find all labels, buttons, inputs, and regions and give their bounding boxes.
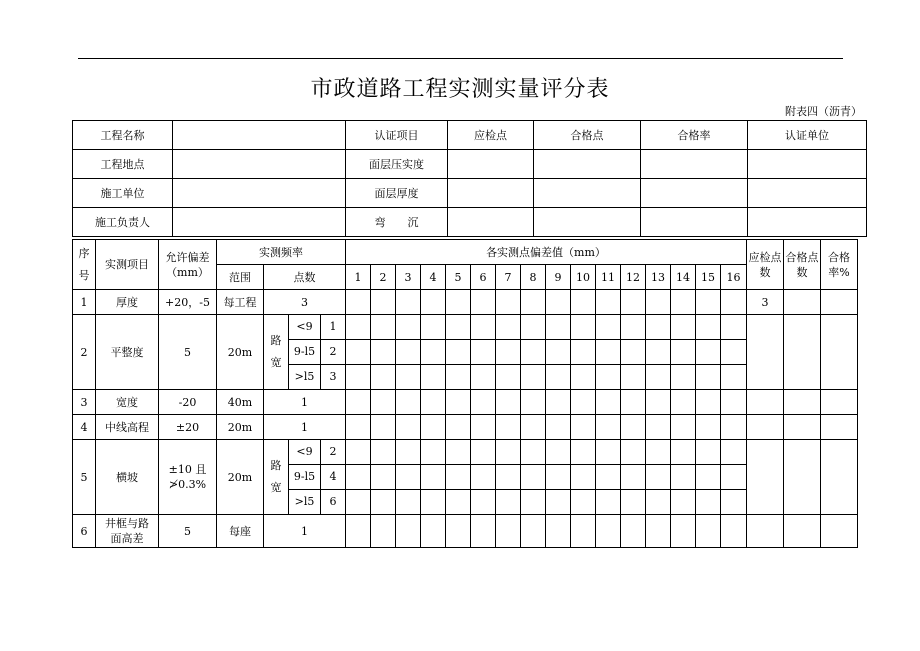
deviation-cell[interactable]: [646, 290, 671, 315]
deviation-cell[interactable]: [571, 390, 596, 415]
table-row: [73, 440, 858, 465]
deviation-cell[interactable]: [421, 515, 446, 548]
deviation-cell[interactable]: [696, 415, 721, 440]
col-header: 8: [521, 265, 546, 290]
row-required[interactable]: [747, 415, 784, 440]
row-rate[interactable]: [821, 440, 858, 515]
deviation-cell[interactable]: [421, 440, 446, 465]
deviation-cell[interactable]: [646, 365, 671, 390]
road-width-label: 路 宽: [264, 315, 289, 390]
col-header: 16: [721, 265, 747, 290]
deviation-cell[interactable]: [571, 490, 596, 515]
deviation-cell[interactable]: [596, 440, 621, 465]
header-required: 应检点数: [747, 240, 784, 290]
deviation-cell[interactable]: [496, 465, 521, 490]
deviation-cell[interactable]: [621, 465, 646, 490]
col-header: 5: [446, 265, 471, 290]
deviation-cell[interactable]: [596, 365, 621, 390]
row-range: 40m: [217, 390, 264, 415]
deviation-cell[interactable]: [496, 490, 521, 515]
row-required[interactable]: [747, 315, 784, 390]
deviation-cell[interactable]: [421, 415, 446, 440]
deviation-cell[interactable]: [671, 390, 696, 415]
row-range: 20m: [217, 315, 264, 390]
header-range: 范围: [217, 265, 264, 290]
deviation-cell[interactable]: [571, 515, 596, 548]
row-seq: 5: [73, 440, 96, 515]
deviation-cell[interactable]: [646, 390, 671, 415]
deviation-cell[interactable]: [346, 315, 371, 340]
deviation-cell[interactable]: [446, 365, 471, 390]
row-rate[interactable]: [821, 390, 858, 415]
deviation-cell[interactable]: [671, 415, 696, 440]
deflection-rate-cell[interactable]: [641, 208, 748, 237]
points-required-label: 应检点: [448, 121, 534, 150]
deviation-cell[interactable]: [646, 415, 671, 440]
deviation-cell[interactable]: [721, 390, 747, 415]
deviation-cell[interactable]: [371, 515, 396, 548]
row-passed[interactable]: [784, 415, 821, 440]
deviation-cell[interactable]: [696, 490, 721, 515]
cert-item-label: 认证项目: [346, 121, 448, 150]
deviation-cell[interactable]: [496, 515, 521, 548]
deviation-cell[interactable]: [696, 365, 721, 390]
row-seq: 1: [73, 290, 96, 315]
deviation-cell[interactable]: [421, 490, 446, 515]
deviation-cell[interactable]: [371, 365, 396, 390]
row-tolerance: ±10 且 ≯0.3%: [159, 440, 217, 515]
header-seq: 序号: [73, 240, 96, 290]
col-header: 6: [471, 265, 496, 290]
construction-unit-label: 施工单位: [73, 179, 173, 208]
deviation-cell[interactable]: [571, 440, 596, 465]
row-item: 横坡: [96, 440, 159, 515]
compaction-rate-cell[interactable]: [641, 150, 748, 179]
deviation-cell[interactable]: [646, 465, 671, 490]
header-rule: [78, 58, 843, 59]
deflection-label: 弯 沉: [346, 208, 448, 237]
deviation-cell[interactable]: [371, 440, 396, 465]
header-rate: 合格率%: [821, 240, 858, 290]
col-header: 1: [346, 265, 371, 290]
deviation-cell[interactable]: [571, 465, 596, 490]
table-row: [73, 415, 858, 440]
deviation-cell[interactable]: [571, 415, 596, 440]
deviation-cell[interactable]: [421, 340, 446, 365]
deviation-cell[interactable]: [621, 415, 646, 440]
deviation-cell[interactable]: [446, 440, 471, 465]
deviation-cell[interactable]: [446, 415, 471, 440]
deviation-cell[interactable]: [496, 415, 521, 440]
row-passed[interactable]: [784, 315, 821, 390]
measurement-table: [72, 239, 858, 548]
deviation-cell[interactable]: [471, 490, 496, 515]
deviation-cell[interactable]: [696, 390, 721, 415]
row-tolerance: ±20: [159, 415, 217, 440]
deviation-cell[interactable]: [646, 515, 671, 548]
row-points: 3: [264, 290, 346, 315]
deviation-cell[interactable]: [496, 365, 521, 390]
sub-width-points: 9-l5 4: [289, 465, 346, 490]
row-tolerance: -20: [159, 390, 217, 415]
deviation-cell[interactable]: [571, 315, 596, 340]
deviation-cell[interactable]: [471, 465, 496, 490]
sub-width-points: 9-l5 2: [289, 340, 346, 365]
table-row: [73, 515, 858, 548]
deviation-cell[interactable]: [496, 290, 521, 315]
project-name-field[interactable]: [173, 121, 346, 150]
deviation-cell[interactable]: [471, 340, 496, 365]
row-required: 3: [747, 290, 784, 315]
deviation-cell[interactable]: [546, 465, 571, 490]
deviation-cell[interactable]: [546, 415, 571, 440]
deviation-cell[interactable]: [621, 365, 646, 390]
row-item: 井框与路 面高差: [96, 515, 159, 548]
deviation-cell[interactable]: [396, 365, 421, 390]
construction-manager-label: 施工负责人: [73, 208, 173, 237]
row-item: 平整度: [96, 315, 159, 390]
deviation-cell[interactable]: [396, 465, 421, 490]
deviation-cell[interactable]: [721, 490, 747, 515]
deviation-cell[interactable]: [546, 490, 571, 515]
header-tolerance: 允许偏差 （mm）: [159, 240, 217, 290]
row-rate[interactable]: [821, 415, 858, 440]
deviation-cell[interactable]: [671, 515, 696, 548]
row-range: 每座: [217, 515, 264, 548]
deviation-cell[interactable]: [596, 465, 621, 490]
deviation-cell[interactable]: [371, 390, 396, 415]
deviation-cell[interactable]: [396, 490, 421, 515]
deviation-cell[interactable]: [646, 315, 671, 340]
page-title: 市政道路工程实测实量评分表: [310, 77, 610, 102]
deviation-cell[interactable]: [421, 390, 446, 415]
deviation-cell[interactable]: [446, 315, 471, 340]
col-header: 3: [396, 265, 421, 290]
col-header: 14: [671, 265, 696, 290]
deviation-cell[interactable]: [521, 415, 546, 440]
deviation-cell[interactable]: [346, 515, 371, 548]
deviation-cell[interactable]: [521, 290, 546, 315]
header-frequency: 实测频率: [217, 240, 346, 265]
row-rate[interactable]: [821, 315, 858, 390]
deviation-cell[interactable]: [446, 465, 471, 490]
deviation-cell[interactable]: [471, 515, 496, 548]
deviation-cell[interactable]: [521, 340, 546, 365]
deviation-cell[interactable]: [596, 415, 621, 440]
deviation-cell[interactable]: [446, 290, 471, 315]
deviation-cell[interactable]: [571, 290, 596, 315]
row-range: 每工程: [217, 290, 264, 315]
deviation-cell[interactable]: [521, 465, 546, 490]
deviation-cell[interactable]: [621, 515, 646, 548]
row-item: 中线高程: [96, 415, 159, 440]
deviation-cell[interactable]: [471, 290, 496, 315]
col-header: 2: [371, 265, 396, 290]
appendix-label: 附表四（沥青）: [785, 105, 862, 118]
cert-unit-field[interactable]: [748, 150, 867, 179]
deviation-cell[interactable]: [521, 390, 546, 415]
row-points: 1: [264, 415, 346, 440]
deviation-cell[interactable]: [596, 340, 621, 365]
deviation-cell[interactable]: [621, 315, 646, 340]
deviation-cell[interactable]: [346, 365, 371, 390]
deviation-cell[interactable]: [546, 440, 571, 465]
project-location-field[interactable]: [173, 150, 346, 179]
row-rate[interactable]: [821, 290, 858, 315]
deviation-cell[interactable]: [671, 440, 696, 465]
surface-compaction-label: 面层压实度: [346, 150, 448, 179]
deviation-cell[interactable]: [471, 390, 496, 415]
deviation-cell[interactable]: [671, 290, 696, 315]
header-item: 实测项目: [96, 240, 159, 290]
deviation-cell[interactable]: [371, 490, 396, 515]
cert-unit-label: 认证单位: [748, 121, 867, 150]
sub-width-points: >l5 3: [289, 365, 346, 390]
deviation-cell[interactable]: [346, 490, 371, 515]
deviation-cell[interactable]: [346, 440, 371, 465]
deviation-cell[interactable]: [596, 315, 621, 340]
deviation-cell[interactable]: [546, 365, 571, 390]
deviation-cell[interactable]: [521, 365, 546, 390]
deviation-cell[interactable]: [546, 315, 571, 340]
row-required[interactable]: [747, 440, 784, 515]
deviation-cell[interactable]: [621, 340, 646, 365]
row-range: 20m: [217, 440, 264, 515]
row-passed[interactable]: [784, 440, 821, 515]
deviation-cell[interactable]: [546, 390, 571, 415]
deviation-cell[interactable]: [721, 440, 747, 465]
row-passed[interactable]: [784, 390, 821, 415]
deviation-cell[interactable]: [371, 340, 396, 365]
row-item: 宽度: [96, 390, 159, 415]
deviation-cell[interactable]: [496, 390, 521, 415]
deviation-cell[interactable]: [721, 290, 747, 315]
deviation-cell[interactable]: [496, 340, 521, 365]
sub-width-points: <9 2: [289, 440, 346, 465]
row-seq: 3: [73, 390, 96, 415]
deviation-cell[interactable]: [621, 290, 646, 315]
row-seq: 6: [73, 515, 96, 548]
sub-width-points: <9 1: [289, 315, 346, 340]
deviation-cell[interactable]: [596, 390, 621, 415]
header-deviation: 各实测点偏差值（mm）: [346, 240, 747, 265]
row-seq: 4: [73, 415, 96, 440]
info-table: [72, 120, 867, 237]
deviation-cell[interactable]: [371, 315, 396, 340]
deviation-cell[interactable]: [696, 315, 721, 340]
deviation-cell[interactable]: [446, 515, 471, 548]
thickness-passed-cell[interactable]: [534, 179, 641, 208]
row-points: 1: [264, 515, 346, 548]
deviation-cell[interactable]: [471, 440, 496, 465]
deviation-cell[interactable]: [646, 340, 671, 365]
sub-width-points: >l5 6: [289, 490, 346, 515]
deviation-cell[interactable]: [621, 390, 646, 415]
deviation-cell[interactable]: [396, 515, 421, 548]
table-row: [73, 290, 858, 315]
deviation-cell[interactable]: [671, 365, 696, 390]
deviation-cell[interactable]: [371, 415, 396, 440]
deviation-cell[interactable]: [346, 340, 371, 365]
deviation-cell[interactable]: [671, 490, 696, 515]
deviation-cell[interactable]: [721, 340, 747, 365]
deviation-cell[interactable]: [696, 465, 721, 490]
deviation-cell[interactable]: [671, 465, 696, 490]
deviation-cell[interactable]: [596, 290, 621, 315]
deviation-cell[interactable]: [596, 490, 621, 515]
table-row: [73, 315, 858, 340]
deviation-cell[interactable]: [721, 465, 747, 490]
compaction-passed-cell[interactable]: [534, 150, 641, 179]
col-header: 13: [646, 265, 671, 290]
deviation-cell[interactable]: [396, 415, 421, 440]
table-row: [73, 390, 858, 415]
deflection-passed-cell[interactable]: [534, 208, 641, 237]
construction-unit-field[interactable]: [173, 179, 346, 208]
deviation-cell[interactable]: [446, 390, 471, 415]
compaction-required-cell[interactable]: [448, 150, 534, 179]
deviation-cell[interactable]: [446, 340, 471, 365]
deviation-cell[interactable]: [396, 440, 421, 465]
thickness-required-cell[interactable]: [448, 179, 534, 208]
cert-unit-field-3[interactable]: [748, 208, 867, 237]
deviation-cell[interactable]: [346, 465, 371, 490]
deviation-cell[interactable]: [346, 390, 371, 415]
row-tolerance: +20，-5: [159, 290, 217, 315]
deviation-cell[interactable]: [571, 340, 596, 365]
col-header: 4: [421, 265, 446, 290]
row-range: 20m: [217, 415, 264, 440]
row-passed[interactable]: [784, 515, 821, 548]
deviation-cell[interactable]: [521, 315, 546, 340]
deflection-required-cell[interactable]: [448, 208, 534, 237]
col-header: 15: [696, 265, 721, 290]
deviation-cell[interactable]: [671, 340, 696, 365]
deviation-cell[interactable]: [721, 365, 747, 390]
row-item: 厚度: [96, 290, 159, 315]
deviation-cell[interactable]: [396, 315, 421, 340]
construction-manager-field[interactable]: [173, 208, 346, 237]
deviation-cell[interactable]: [471, 315, 496, 340]
deviation-cell[interactable]: [521, 515, 546, 548]
pass-rate-label: 合格率: [641, 121, 748, 150]
header-points: 点数: [264, 265, 346, 290]
col-header: 7: [496, 265, 521, 290]
deviation-cell[interactable]: [696, 290, 721, 315]
deviation-cell[interactable]: [696, 340, 721, 365]
deviation-cell[interactable]: [546, 515, 571, 548]
col-header: 10: [571, 265, 596, 290]
deviation-cell[interactable]: [396, 290, 421, 315]
deviation-cell[interactable]: [646, 440, 671, 465]
road-width-label: 路 宽: [264, 440, 289, 515]
deviation-cell[interactable]: [646, 490, 671, 515]
deviation-cell[interactable]: [371, 290, 396, 315]
cert-unit-field-2[interactable]: [748, 179, 867, 208]
deviation-cell[interactable]: [621, 440, 646, 465]
row-tolerance: 5: [159, 315, 217, 390]
deviation-cell[interactable]: [521, 440, 546, 465]
header-passed: 合格点数: [784, 240, 821, 290]
deviation-cell[interactable]: [421, 365, 446, 390]
row-tolerance: 5: [159, 515, 217, 548]
deviation-cell[interactable]: [671, 315, 696, 340]
deviation-cell[interactable]: [421, 465, 446, 490]
row-seq: 2: [73, 315, 96, 390]
deviation-cell[interactable]: [471, 415, 496, 440]
row-required[interactable]: [747, 390, 784, 415]
deviation-cell[interactable]: [346, 415, 371, 440]
deviation-cell[interactable]: [346, 290, 371, 315]
row-points: 1: [264, 390, 346, 415]
deviation-cell[interactable]: [571, 365, 596, 390]
deviation-cell[interactable]: [721, 315, 747, 340]
surface-thickness-label: 面层厚度: [346, 179, 448, 208]
deviation-cell[interactable]: [371, 465, 396, 490]
deviation-cell[interactable]: [721, 415, 747, 440]
deviation-cell[interactable]: [421, 315, 446, 340]
deviation-cell[interactable]: [496, 315, 521, 340]
project-name-label: 工程名称: [73, 121, 173, 150]
deviation-cell[interactable]: [521, 490, 546, 515]
row-required[interactable]: [747, 515, 784, 548]
row-rate[interactable]: [821, 515, 858, 548]
deviation-cell[interactable]: [546, 290, 571, 315]
deviation-cell[interactable]: [721, 515, 747, 548]
project-location-label: 工程地点: [73, 150, 173, 179]
col-header: 12: [621, 265, 646, 290]
row-passed[interactable]: [784, 290, 821, 315]
deviation-cell[interactable]: [421, 290, 446, 315]
thickness-rate-cell[interactable]: [641, 179, 748, 208]
points-passed-label: 合格点: [534, 121, 641, 150]
col-header: 9: [546, 265, 571, 290]
deviation-cell[interactable]: [696, 515, 721, 548]
col-header: 11: [596, 265, 621, 290]
deviation-cell[interactable]: [596, 515, 621, 548]
deviation-cell[interactable]: [396, 390, 421, 415]
deviation-cell[interactable]: [621, 490, 646, 515]
deviation-cell[interactable]: [546, 340, 571, 365]
deviation-cell[interactable]: [471, 365, 496, 390]
deviation-cell[interactable]: [496, 440, 521, 465]
deviation-cell[interactable]: [396, 340, 421, 365]
deviation-cell[interactable]: [446, 490, 471, 515]
deviation-cell[interactable]: [696, 440, 721, 465]
